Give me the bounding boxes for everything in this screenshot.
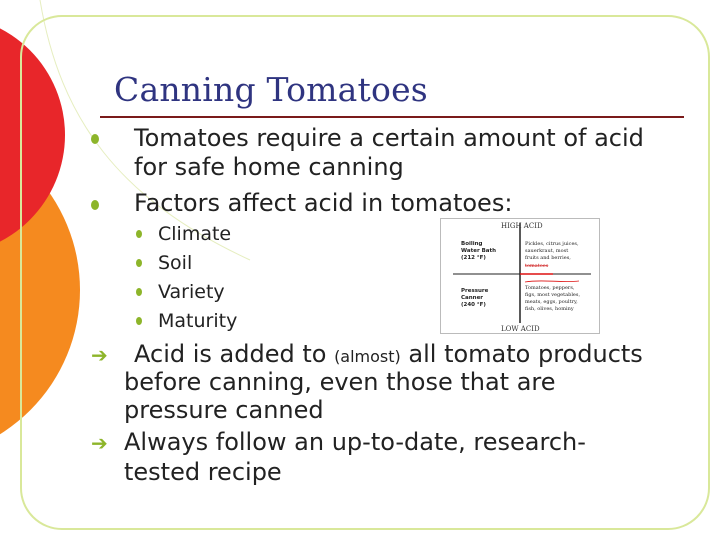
title-underline [100,116,684,118]
high-acid-foods-2: sauerkraut, most [525,248,569,254]
bullet-1-line-2: for safe home canning [134,153,404,181]
bullet-dot [91,134,99,144]
bullet-1-line-1: Tomatoes require a certain amount of acid [134,124,644,152]
bullet-2: Factors affect acid in tomatoes: [134,189,513,217]
bullet-dot [91,200,99,210]
arrow-point-1-part-b: all tomato products [400,340,643,368]
sub-bullet-dot [136,317,142,325]
low-acid-foods-4: fish, olives, hominy [525,306,574,312]
arrow-point-1-almost: (almost) [334,347,401,366]
sub-bullet-dot [136,259,142,267]
factor-variety: Variety [158,281,225,303]
low-acid-label: LOW ACID [501,325,540,333]
high-acid-foods-3: fruits and berries, [525,255,571,261]
arrow-bullet-icon: ➔ [91,431,108,455]
arrow-point-2-line-1: Always follow an up-to-date, research- [124,428,586,456]
pressure-label: Pressure [461,288,489,294]
arrow-point-2-line-2: tested recipe [124,458,282,486]
boiling-label: Boiling [461,241,483,247]
factor-climate: Climate [158,223,232,245]
arrow-bullet-icon: ➔ [91,343,108,367]
arrow-point-1-line-1 [134,340,643,371]
sub-bullet-dot [136,288,142,296]
low-acid-foods-1: Tomatoes, peppers, [525,285,575,291]
arrow-point-1-line-3: pressure canned [124,396,324,424]
arrow-point-1-line-2: before canning, even those that are [124,368,556,396]
temp-240-label: (240 °F) [461,302,486,308]
acid-chart-image [440,218,600,334]
canner-label: Canner [461,295,484,301]
high-acid-label: HIGH ACID [501,222,543,230]
sub-bullet-dot [136,230,142,238]
high-acid-foods-4: tomatoes [525,263,549,269]
low-acid-foods-3: meats, eggs, poultry, [525,299,578,305]
high-acid-foods-1: Pickles, citrus juices, [525,241,579,247]
low-acid-foods-2: figs, most vegetables, [525,292,581,298]
slide-title: Canning Tomatoes [114,70,428,109]
factor-maturity: Maturity [158,310,238,332]
water-bath-label: Water Bath [461,248,497,254]
arrow-point-1-part-a: Acid is added to [134,340,335,368]
factor-soil: Soil [158,252,193,274]
temp-212-label: (212 °F) [461,255,486,261]
